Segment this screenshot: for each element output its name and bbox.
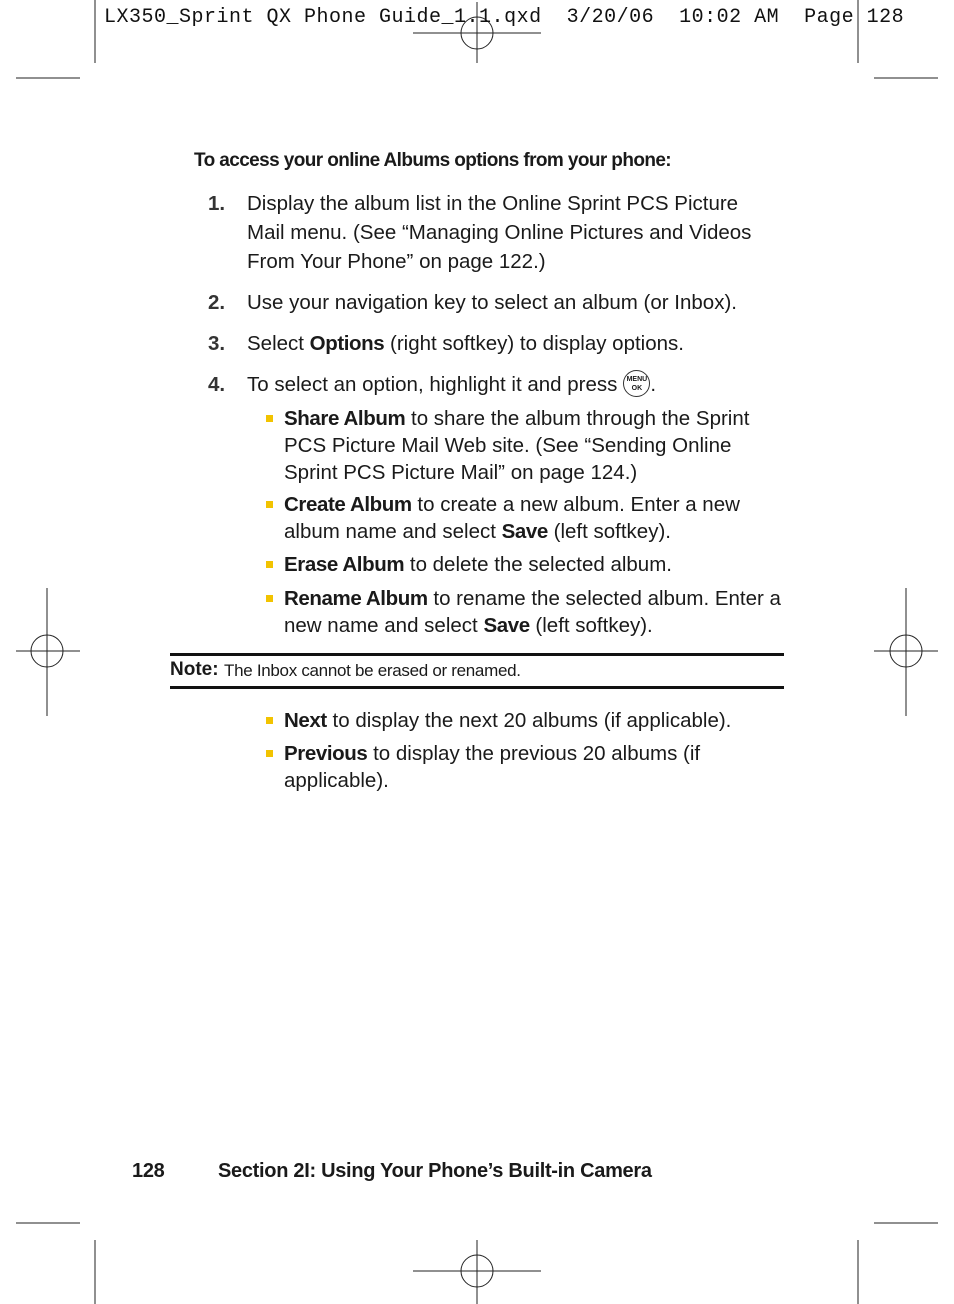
- section-heading: To access your online Albums options from your phone:: [194, 150, 672, 171]
- bullet-square-icon: [266, 717, 273, 724]
- step-text: To select an option, highlight it and press MENU OK .: [247, 370, 777, 399]
- menu-ok-key-icon: MENU OK: [623, 370, 650, 397]
- bullet-square-icon: [266, 415, 273, 422]
- note-text: The Inbox cannot be erased or renamed.: [224, 661, 521, 680]
- step-text: Display the album list in the Online Sprint PCS Picture Mail menu. (See “Managing Online Pictures and Videos From Your Phone” on page 122.): [247, 192, 752, 273]
- step-text: Select Options (right softkey) to display options.: [247, 332, 684, 355]
- step-number: 4.: [208, 373, 226, 396]
- print-slug: LX350_Sprint QX Phone Guide_1.1.qxd 3/20/06 10:02 AM Page 128: [104, 6, 905, 29]
- note-box: [170, 653, 784, 689]
- step-text: Use your navigation key to select an album (or Inbox).: [247, 291, 737, 314]
- bullet-square-icon: [266, 501, 273, 508]
- bullet-square-icon: [266, 750, 273, 757]
- section-title: Section 2I: Using Your Phone’s Built-in Camera: [218, 1160, 652, 1182]
- options-label: Options: [309, 332, 385, 355]
- bullet-square-icon: [266, 595, 273, 602]
- page-number: 128: [132, 1160, 165, 1182]
- note-label: Note:: [170, 659, 219, 680]
- step-number: 1.: [208, 192, 226, 215]
- bullet-square-icon: [266, 561, 273, 568]
- step-number: 3.: [208, 332, 226, 355]
- step-number: 2.: [208, 291, 226, 314]
